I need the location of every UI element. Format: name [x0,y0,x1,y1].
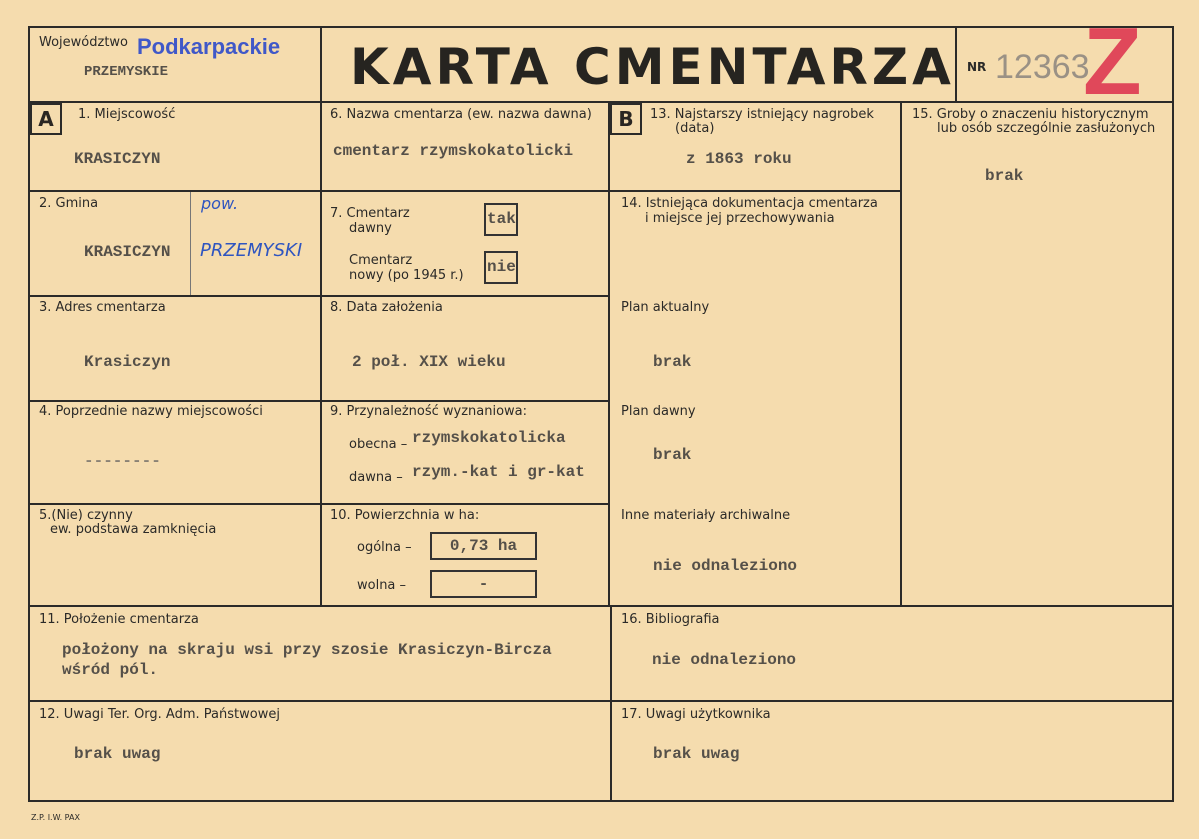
f16-value: nie odnaleziono [652,651,797,669]
f2-label: 2. Gmina [39,196,99,211]
f9-current: rzymskokatolicka [412,429,566,447]
f14-label2: i miejsce jej przechowywania [645,211,835,226]
f7-new-checkbox: nie [484,251,518,284]
f6-value: cmentarz rzymskokatolicki [333,142,574,160]
f10-free-label: wolna – [357,578,407,593]
f5-label: 5.(Nie) czynny [39,508,133,523]
f7-old-label: 7. Cmentarz [330,206,410,221]
f10-total: 0,73 ha [430,532,537,560]
f10-total-label: ogólna – [357,540,412,555]
f13-label: 13. Najstarszy istniejący nagrobek [650,107,874,122]
f14-label: 14. Istniejąca dokumentacja cmentarza [621,196,878,211]
f17-value: brak uwag [653,745,740,763]
f12-value: brak uwag [74,745,161,763]
f2-value: KRASICZYN [84,243,171,261]
pow-label: pow. [201,194,239,213]
field-14 [608,190,902,607]
voivodeship-old: PRZEMYSKIE [84,64,169,80]
field-15 [900,101,1174,607]
f9-former-label: dawna – [349,470,403,485]
category-mark: Z [1083,8,1142,115]
f17-label: 17. Uwagi użytkownika [621,707,771,722]
page-title: KARTA CMENTARZA [350,38,955,96]
plan-current: brak [653,353,692,371]
f11-label: 11. Położenie cmentarza [39,612,199,627]
f16-label: 16. Bibliografia [621,612,720,627]
f11-line2: wśród pól. [62,661,159,679]
f9-former: rzym.-kat i gr-kat [412,463,585,481]
f5-sublabel: ew. podstawa zamknięcia [50,522,217,537]
f1-label: 1. Miejscowość [78,107,176,122]
f4-label: 4. Poprzednie nazwy miejscowości [39,404,263,419]
f7-old-checkbox: tak [484,203,518,236]
f13-value: z 1863 roku [686,150,792,168]
f7-old-label2: dawny [349,221,392,236]
f13-label2: (data) [675,121,715,136]
other-materials: nie odnaleziono [653,557,798,575]
section-b-letter: B [610,103,642,135]
f15-label: 15. Groby o znaczeniu historycznym [912,107,1149,122]
f3-label: 3. Adres cmentarza [39,300,166,315]
f11-line1: położony na skraju wsi przy szosie Krasiczyn-Bircza [62,641,552,659]
f10-label: 10. Powierzchnia w ha: [330,508,480,523]
other-materials-label: Inne materiały archiwalne [621,508,791,523]
f9-label: 9. Przynależność wyznaniowa: [330,404,528,419]
voivodeship-label: Województwo [39,35,129,50]
divider [190,192,191,295]
f1-value: KRASICZYN [74,150,161,168]
f7-new-label: Cmentarz [349,253,413,268]
f4-value: -------- [84,452,161,470]
nr-value: 12363 [995,48,1090,86]
f15-label2: lub osób szczególnie zasłużonych [937,121,1156,136]
f10-free: - [430,570,537,598]
f3-value: Krasiczyn [84,353,171,371]
plan-old-label: Plan dawny [621,404,696,419]
printer-imprint: Z.P. I.W. PAX [31,813,80,822]
voivodeship-stamp: Podkarpackie [137,34,281,59]
f15-value: brak [985,167,1024,185]
plan-current-label: Plan aktualny [621,300,710,315]
nr-label: NR [967,60,987,74]
f6-label: 6. Nazwa cmentarza (ew. nazwa dawna) [330,107,592,122]
f12-label: 12. Uwagi Ter. Org. Adm. Państwowej [39,707,280,722]
section-a-letter: A [30,103,62,135]
f9-current-label: obecna – [349,437,408,452]
pow-value: PRZEMYSKI [200,240,303,261]
f8-value: 2 poł. XIX wieku [352,353,506,371]
f7-new-label2: nowy (po 1945 r.) [349,268,464,283]
f8-label: 8. Data założenia [330,300,443,315]
plan-old: brak [653,446,692,464]
